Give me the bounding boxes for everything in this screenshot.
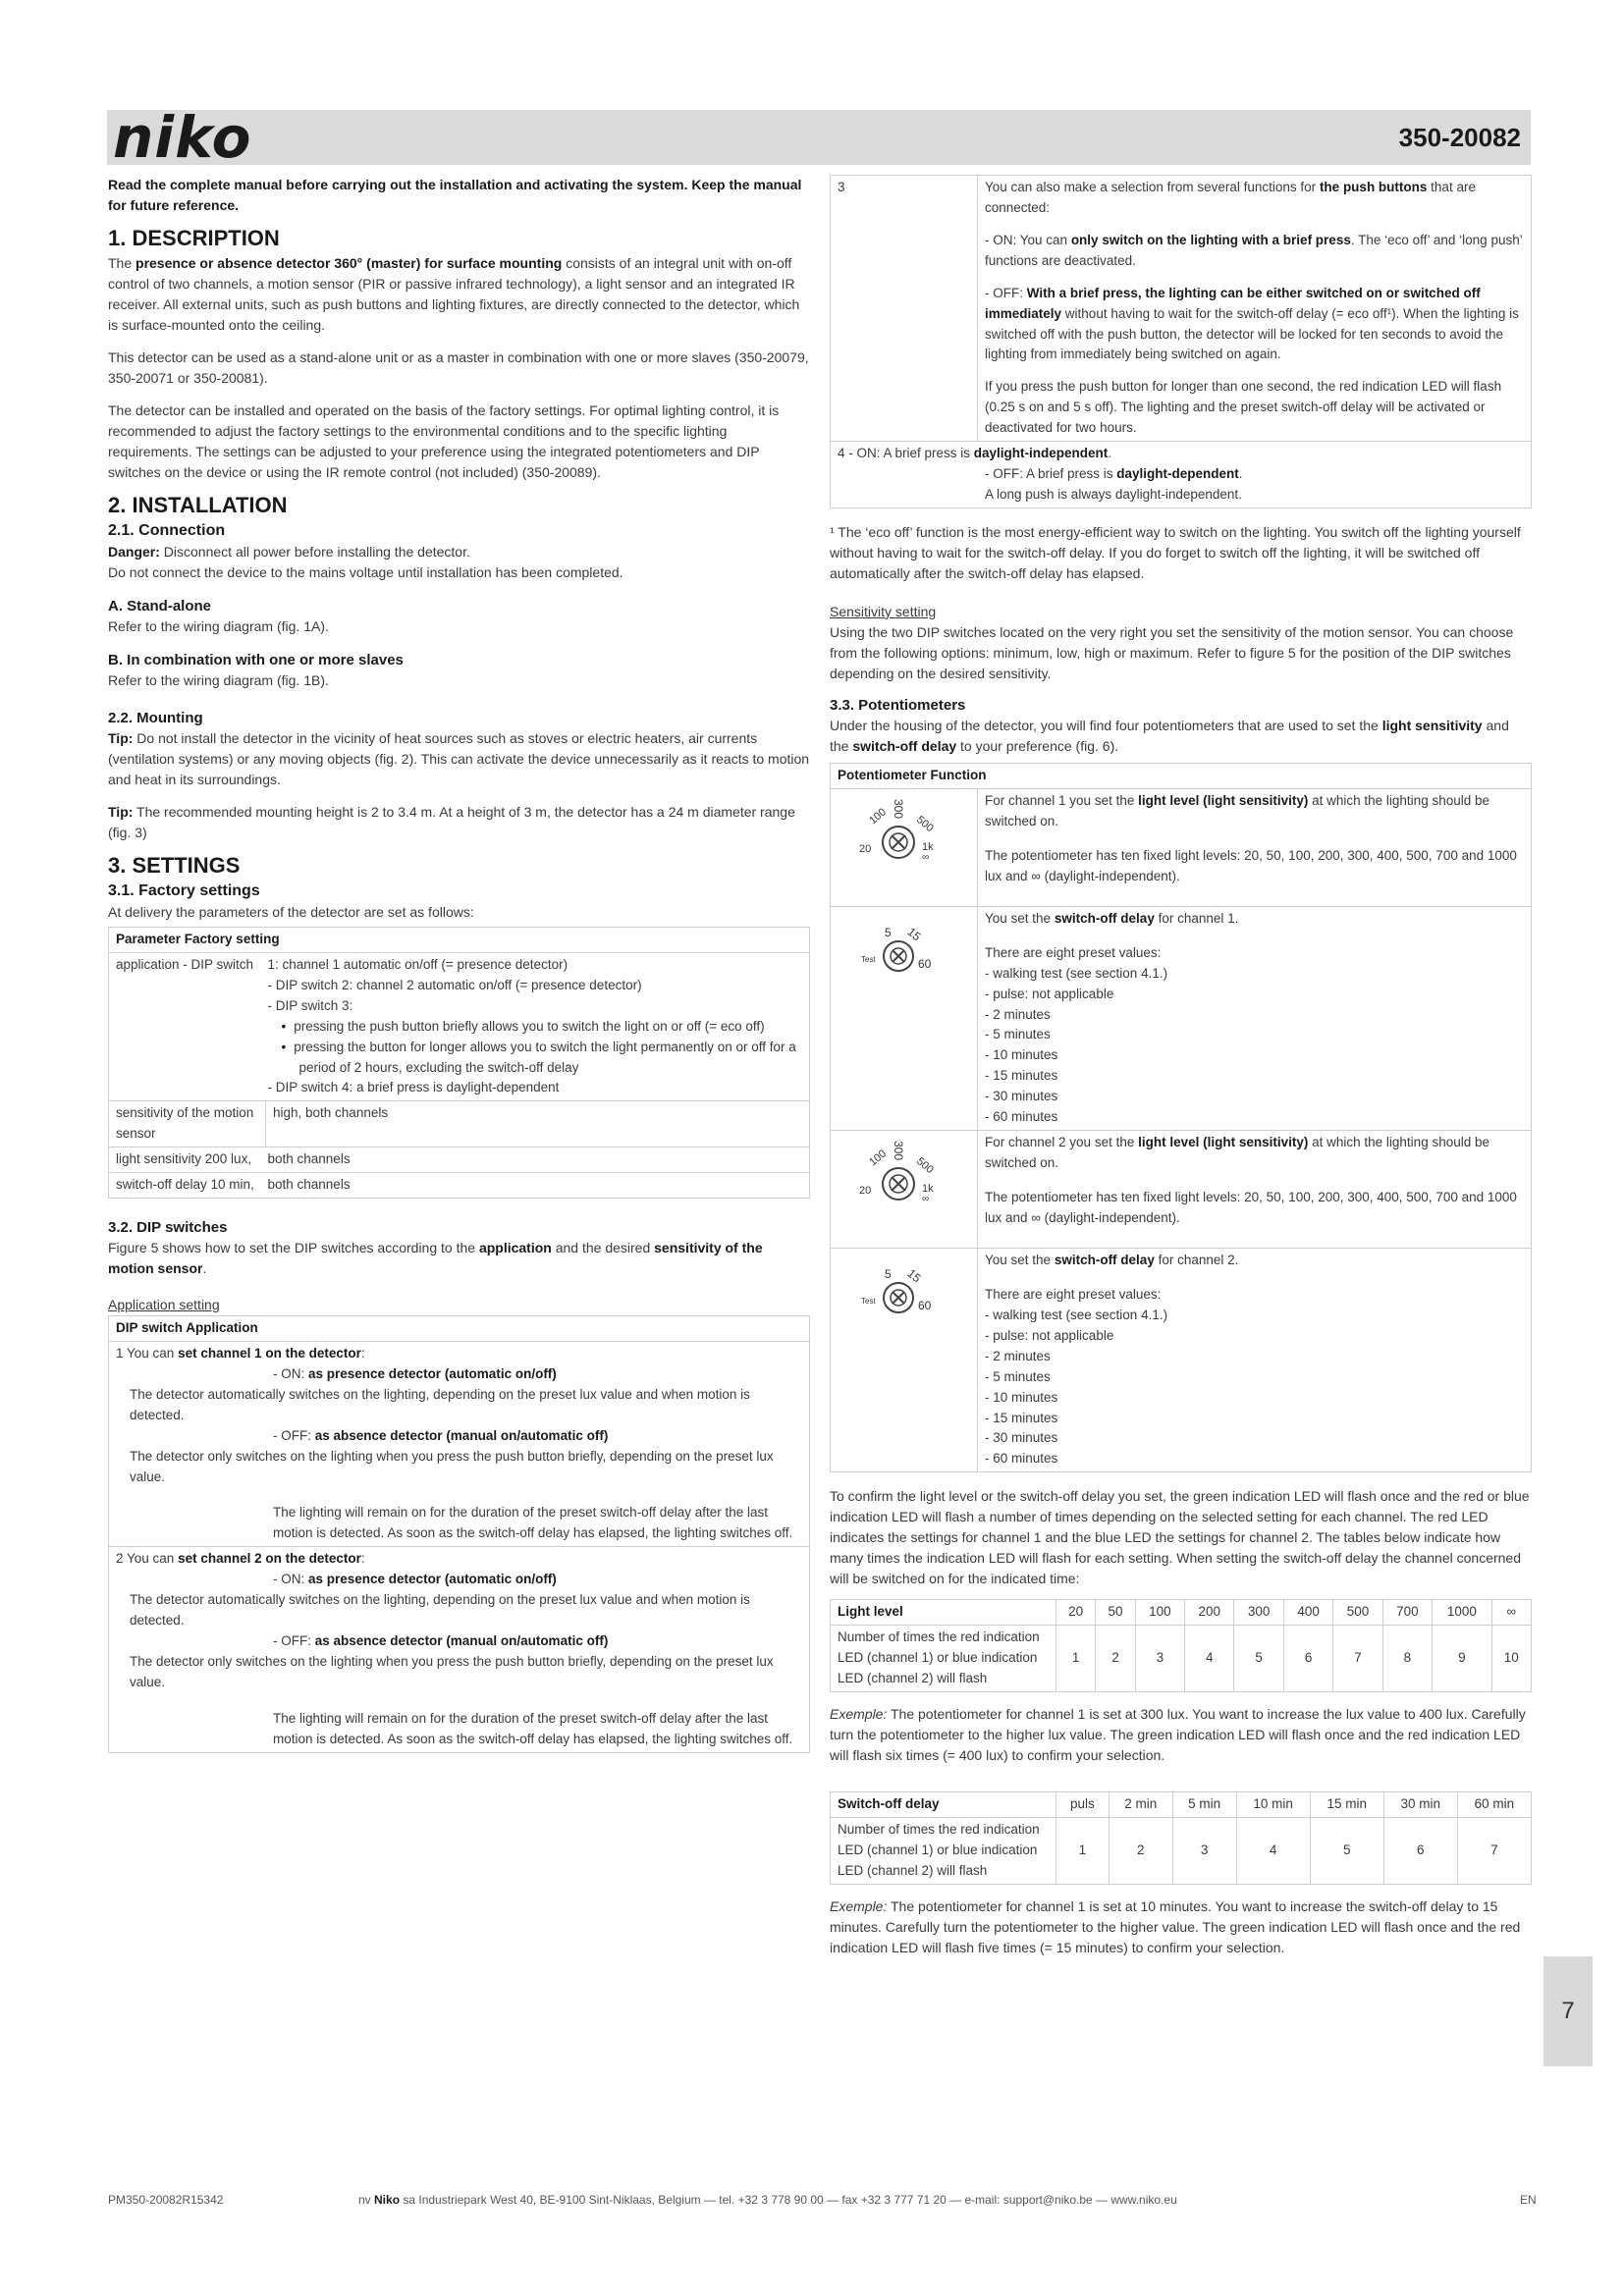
table-row: 4 - ON: A brief press is daylight-independent. - OFF: A brief press is daylight-dependent. A long push is always daylight-independent. (831, 442, 1532, 508)
sensitivity-setting-text: Using the two DIP switches located on the very right you set the sensitivity of the motion sensor. You can choose from the following options: minimum, low, high or maximum. Refer to figure 5 for the position of the DIP switches depending on the desired sensitivity. (830, 623, 1514, 681)
section-installation-title: 2. INSTALLATION (108, 493, 288, 517)
page-header (107, 104, 1531, 171)
table-row: 1 You can set channel 1 on the detector: - ON: as presence detector (automatic on/off) The detector automatically switches on the lighting, depending on the preset lux value and when motion is detected. - OFF: as absence detector (manual on/automatic off) The detector only switches on the lighting when you press the push button briefly, depending on the preset lux value. The lighting will remain on for the duration of the preset switch-off delay after the last motion is detected. As soon as the switch-off delay has elapsed, the lighting switches off. (109, 1341, 810, 1546)
left-column (108, 175, 810, 1753)
svg-text:1k: 1k (921, 1183, 934, 1196)
mounting-subtitle: 2.2. Mounting (108, 710, 203, 726)
right-column (830, 175, 1532, 1970)
table-row: 5 15 Test 60 You set the switch-off delay for channel 2. There are eight preset values: - walking test (see section 4.1.) - pulse: not applicable - 2 minutes - 5 minutes - 10 minutes - 15 minutes - 30 minutes - 60 minutes (831, 1249, 1532, 1472)
table-row: sensitivity of the motion sensor high, both channels (109, 1101, 810, 1148)
svg-text:15: 15 (903, 1266, 924, 1286)
table-row: switch-off delay 10 min, both channels (109, 1173, 810, 1199)
footer-address: nv Niko sa Industriepark West 40, BE-9100 Sint-Niklaas, Belgium — tel. +32 3 778 90 00 — fax +32 3 777 71 20 — e-mail: support@niko.be — www.niko.eu (358, 2193, 1177, 2207)
confirm-paragraph: To confirm the light level or the switch-off delay you set, the green indication LED will flash once and the red or blue indication LED will flash a number of times depending on the selected setting for each channel. The red LED indicates the settings for channel 1 and the blue LED the settings for channel 2. The tables below indicate how many times the indication LED will flash for each setting. When setting the switch-off delay the channel concerned will be switched on for the indicated time: (830, 1488, 1530, 1587)
svg-text:300: 300 (891, 798, 905, 819)
section-settings-title: 3. SETTINGS (108, 853, 241, 878)
table-row: Number of times the red indication LED (channel 1) or blue indication LED (channel 2) will flash 1 2 3 4 5 6 7 (831, 1817, 1532, 1884)
svg-text:Test: Test (860, 1297, 876, 1307)
list-item: • pressing the push button briefly allows you to switch the light on or off (= eco off) (282, 1017, 803, 1038)
eco-off-footnote: ¹ The ‘eco off’ function is the most energy-efficient way to switch on the lighting. You switch off the lighting yourself without having to wait for the switch-off delay. If you do forget to switch off the lighting, it will be switched off automatically after the switch-off delay has elapsed. (830, 523, 1521, 581)
svg-text:60: 60 (917, 1299, 931, 1313)
connection-subtitle: 2.1. Connection (108, 522, 226, 539)
danger-note: Danger: Disconnect all power before installing the detector. (108, 544, 470, 560)
footer-code: PM350-20082R15342 (108, 2193, 224, 2207)
table-row: 300 100 500 20 1k ∞ For channel 1 you set the light level (light sensitivity) at which the lighting should be switched on. The potentiometer has ten fixed light levels: 20, 50, 100, 200, 300, 400, 500, 700 and 1000 lux and ∞ (daylight-independent). (831, 788, 1532, 906)
list-item: • pressing the button for longer allows you to switch the light permanently on or off for a period of 2 hours, excluding the switch-off delay (282, 1038, 803, 1079)
svg-text:∞: ∞ (921, 1194, 929, 1205)
mounting-tip-2: Tip: The recommended mounting height is 2 to 3.4 m. At a height of 3 m, the detector has a 24 m diameter range (fig. 3) (108, 804, 795, 840)
table-row: 3 You can also make a selection from several functions for the push buttons that are connected: - ON: You can only switch on the lighting with a brief press. The ‘eco off’ and ‘long push’ functions are deactivated. - OFF: With a brief press, the lighting can be either switched on or switched off immediately without having to wait for the switch-off delay (= eco off¹). When the lighting is switched off with the push button, the detector will be locked for ten seconds to avoid the lighting from immediately being switched on again. If you press the push button for longer than one second, the red indication LED will flash (0.25 s on and 5 s off). The lighting and the preset switch-off delay will be activated or deactivated for two hours. (831, 176, 1532, 442)
standalone-text: Refer to the wiring diagram (fig. 1A). (108, 618, 329, 634)
light-level-knob-icon (855, 799, 953, 874)
switch-off-delay-table: Switch-off delay puls 2 min 5 min 10 min 15 min 30 min 60 min Number of times the red indication LED (channel 1) or blue indication LED (channel 2) will flash 1 2 3 4 5 6 7 (830, 1791, 1532, 1885)
description-paragraph-2: This detector can be used as a stand-alone unit or as a master in combination with one or more slaves (350-20079, 350-20071 or 350-20081). (108, 349, 809, 386)
factory-intro: At delivery the parameters of the detector are set as follows: (108, 904, 474, 920)
dip-application-table-continued (830, 175, 1532, 508)
slaves-title: B. In combination with one or more slaves (108, 652, 404, 668)
svg-text:100: 100 (866, 806, 889, 828)
table-row: light sensitivity 200 lux, both channels (109, 1148, 810, 1173)
svg-text:500: 500 (913, 813, 936, 834)
potentiometers-subtitle: 3.3. Potentiometers (830, 696, 966, 714)
niko-logo: niko (113, 104, 252, 171)
table-row: Number of times the red indication LED (channel 1) or blue indication LED (channel 2) will flash 1 2 3 4 5 6 7 8 9 10 (831, 1626, 1532, 1692)
dip-table-header: DIP switch Application (109, 1316, 810, 1342)
svg-text:5: 5 (884, 1267, 892, 1282)
svg-text:100: 100 (866, 1148, 889, 1169)
svg-text:∞: ∞ (921, 851, 929, 863)
factory-settings-table (108, 927, 810, 1199)
page-number-tab: 7 (1543, 1956, 1593, 2066)
svg-text:20: 20 (858, 842, 871, 855)
footer-language: EN (1520, 2193, 1537, 2207)
factory-settings-subtitle: 3.1. Factory settings (108, 882, 260, 899)
standalone-title: A. Stand-alone (108, 598, 212, 614)
switch-off-delay-knob-icon (855, 917, 953, 991)
mounting-tip-1: Tip: Do not install the detector in the vicinity of heat sources such as stoves or electric heaters, air currents (ventilation systems) or any moving objects (fig. 2). This can activate the device unnecessarily as it reacts to motion and heat in its surroundings. (108, 730, 810, 787)
factory-table-header: Parameter Factory setting (109, 928, 810, 953)
svg-text:500: 500 (913, 1155, 936, 1177)
potentiometers-intro: Under the housing of the detector, you will find four potentiometers that are used to set the light sensitivity and the switch-off delay to your preference (fig. 6). (830, 717, 1509, 754)
svg-text:300: 300 (891, 1141, 905, 1161)
table-row: 2 You can set channel 2 on the detector: - ON: as presence detector (automatic on/off) The detector automatically switches on the lighting, depending on the preset lux value and when motion is detected. - OFF: as absence detector (manual on/automatic off) The detector only switches on the lighting when you press the push button briefly, depending on the preset lux value. The lighting will remain on for the duration of the preset switch-off delay after the last motion is detected. As soon as the switch-off delay has elapsed, the lighting switches off. (109, 1547, 810, 1752)
example-1: Exemple: The potentiometer for channel 1 is set at 300 lux. You want to increase the lux value to 400 lux. Carefully turn the potentiometer to the higher lux value. The green indication LED will flash once and the red indication LED will flash six times (= 400 lux) to confirm your selection. (830, 1705, 1526, 1763)
switch-off-delay-knob-icon (855, 1258, 953, 1333)
document-number: 350-20082 (1398, 123, 1521, 152)
potentiometer-table (830, 763, 1532, 1472)
danger-note-2: Do not connect the device to the mains voltage until installation has been completed. (108, 564, 623, 580)
table-row: application - DIP switch 1: channel 1 automatic on/off (= presence detector) - DIP switch 2: channel 2 automatic on/off (= presence detector) - DIP switch 3: • pressing the push button briefly allows you to switch the light on or off (= eco off) • pressing the button for longer allows you to switch the light permanently on or off for a period of 2 hours, excluding the switch-off delay - DIP switch 4: a brief press is daylight-dependent (109, 952, 810, 1100)
svg-text:5: 5 (884, 925, 892, 939)
potentiometer-table-header: Potentiometer Function (831, 763, 1532, 788)
light-level-table: Light level 20 50 100 200 300 400 500 700 1000 ∞ Number of times the red indication LED (channel 1) or blue indication LED (channel 2) will flash 1 2 3 4 5 6 7 8 9 10 (830, 1599, 1532, 1692)
svg-text:15: 15 (903, 924, 924, 944)
dip-application-table (108, 1315, 810, 1753)
svg-text:60: 60 (917, 956, 931, 971)
svg-text:1k: 1k (921, 840, 934, 853)
sensitivity-setting-title: Sensitivity setting (830, 603, 937, 619)
dip-intro: Figure 5 shows how to set the DIP switches according to the application and the desired sensitivity of the motion sensor. (108, 1240, 763, 1277)
section-description-title: 1. DESCRIPTION (108, 226, 280, 250)
dip-switches-subtitle: 3.2. DIP switches (108, 1219, 228, 1237)
svg-text:Test: Test (860, 954, 876, 964)
description-paragraph-1: The presence or absence detector 360° (master) for surface mounting consists of an integral unit with on-off control of two channels, a motion sensor (PIR or passive infrared technology), a light sensor and an integrated IR receiver. All external units, such as push buttons and lighting fixtures, are directly connected to the detector, which is surface-mounted onto the ceiling. (108, 255, 800, 333)
table-row: 300 100 500 20 1k ∞ For channel 2 you set the light level (light sensitivity) at which the lighting should be switched on. The potentiometer has ten fixed light levels: 20, 50, 100, 200, 300, 400, 500, 700 and 1000 lux and ∞ (daylight-independent). (831, 1131, 1532, 1249)
intro-notice: Read the complete manual before carrying out the installation and activating the system. Keep the manual for future reference. (108, 177, 802, 213)
light-level-knob-icon (855, 1141, 953, 1215)
svg-text:20: 20 (858, 1185, 871, 1198)
example-2: Exemple: The potentiometer for channel 1 is set at 10 minutes. You want to increase the switch-off delay to 15 minutes. Carefully turn the potentiometer to the higher value. The green indication LED will flash once and the red indication LED will flash five times (= 15 minutes) to confirm your selection. (830, 1897, 1521, 1955)
slaves-text: Refer to the wiring diagram (fig. 1B). (108, 672, 329, 688)
application-setting-title: Application setting (108, 1297, 220, 1313)
table-row: 5 15 Test 60 You set the switch-off delay for channel 1. There are eight preset values: - walking test (see section 4.1.) - pulse: not applicable - 2 minutes - 5 minutes - 10 minutes - 15 minutes - 30 minutes - 60 minutes (831, 906, 1532, 1130)
description-paragraph-3: The detector can be installed and operated on the basis of the factory settings. For optimal lighting control, it is recommended to adjust the factory settings to the environmental conditions and to the specific lighting requirements. The settings can be adjusted to your preference using the integrated potentiometers and DIP switches on the device or using the IR remote control (not included) (350-20089). (108, 402, 780, 480)
